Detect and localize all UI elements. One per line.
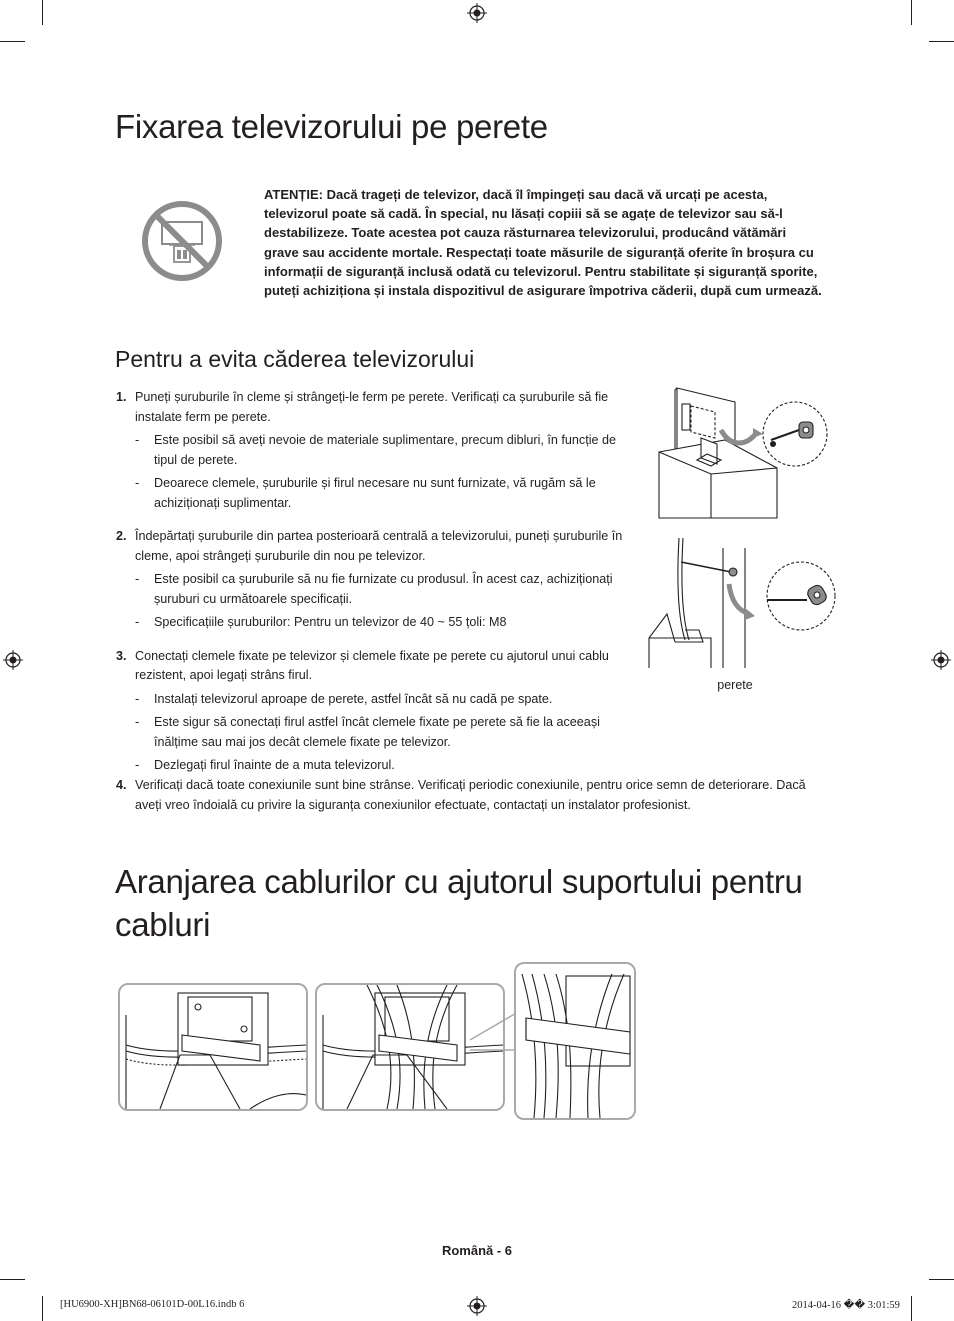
step-number: 1. <box>116 390 127 404</box>
list-item <box>116 527 626 633</box>
note-text: Deoarece clemele, șuruburile și firul necesare nu sunt furnizate, vă rugăm să le achiziționați suplimentar. <box>154 476 596 510</box>
wall-mount-side-illustration <box>645 534 845 670</box>
crop-mark <box>929 1279 954 1280</box>
step-text: Puneți șuruburile în cleme și strângeți-le ferm pe perete. Verificați ca șuruburile să fie instalate ferm pe perete. <box>135 390 609 424</box>
registration-mark-icon <box>3 650 23 670</box>
print-slug-right: 2014-04-16 �� 3:01:59 <box>792 1300 900 1311</box>
crop-mark <box>42 1296 43 1321</box>
cable-holder-panel-1-icon <box>120 985 306 1109</box>
crop-mark <box>42 0 43 25</box>
print-slug-left: [HU6900-XH]BN68-06101D-00L16.indb 6 <box>60 1299 245 1310</box>
section-title: Aranjarea cablurilor cu ajutorul suportului pentru cabluri <box>115 863 803 943</box>
registration-mark-icon <box>467 3 487 23</box>
page-title: Fixarea televizorului pe perete <box>115 108 548 145</box>
step-text: Îndepărtați șuruburile din partea posterioară centrală a televizorului, puneți șuruburile în cleme, apoi strângeți șuruburile din nou pe televizor. <box>135 529 623 563</box>
zoom-connector-lines <box>470 1010 520 1060</box>
figure-caption: perete <box>717 678 753 692</box>
registration-mark-icon <box>931 650 951 670</box>
list-item <box>116 647 626 776</box>
list-item: - Deoarece clemele, șuruburile și firul necesare nu sunt furnizate, vă rugăm să le achiziționați suplimentar. <box>135 476 596 510</box>
crop-mark <box>911 0 912 25</box>
list-item: - Instalați televizorul aproape de perete, astfel încât să nu cadă pe spate. <box>135 691 553 706</box>
subsection-title: Pentru a evita căderea televizorului <box>115 346 475 372</box>
tv-bracket-illustration <box>655 384 845 520</box>
step-number: 2. <box>116 529 127 543</box>
crop-mark <box>0 41 25 42</box>
crop-mark <box>911 1296 912 1321</box>
step-text: Verificați dacă toate conexiunile sunt bine strânse. Verificați periodic conexiunile, pentru orice semn de deteriorare. Dacă aveți vreo îndoială cu privire la siguranța conexiunilor efectuate, contactați un instalator profesionist. <box>135 778 806 812</box>
step-text: Conectați clemele fixate pe televizor și clemele fixate pe perete cu ajutorul unui cablu rezistent, apoi legați strâns firul. <box>135 648 609 682</box>
cable-holder-detail-icon <box>516 964 634 1118</box>
registration-mark-icon <box>467 1296 487 1316</box>
crop-mark <box>0 1279 25 1280</box>
list-item: - Specificațiile șuruburilor: Pentru un televizor de 40 ~ 55 țoli: M8 <box>135 615 507 629</box>
list-item <box>116 388 626 513</box>
note-text: Instalați televizorul aproape de perete, astfel încât să nu cadă pe spate. <box>154 691 553 706</box>
instruction-steps <box>116 388 626 785</box>
cable-holder-step-1-illustration <box>118 983 308 1111</box>
note-text: Dezlegați firul înainte de a muta televizorul. <box>154 758 395 772</box>
list-item: - Este posibil să aveți nevoie de materiale suplimentare, precum dibluri, în funcție de tipul de perete. <box>135 433 617 467</box>
note-text: Este sigur să conectați firul astfel încât clemele fixate pe perete să fie la aceeași înălțime sau mai jos decât clemele fixate pe televizor. <box>154 715 600 749</box>
list-item: - Este sigur să conectați firul astfel încât clemele fixate pe perete să fie la aceeași înălțime sau mai jos decât clemele fixate pe televizor. <box>135 715 600 749</box>
crop-mark <box>929 41 954 42</box>
list-item: - Este posibil ca șuruburile să nu fie furnizate cu produsul. În acest caz, achiziționați șuruburi cu următoarele specificații. <box>135 572 613 606</box>
list-item: - Dezlegați firul înainte de a muta televizorul. <box>135 758 395 772</box>
step-number: 4. <box>116 778 127 792</box>
note-text: Specificațiile șuruburilor: Pentru un televizor de 40 ~ 55 țoli: M8 <box>154 615 507 629</box>
step-number: 3. <box>116 648 127 663</box>
cable-holder-detail-illustration <box>514 962 636 1120</box>
note-text: Este posibil ca șuruburile să nu fie furnizate cu produsul. În acest caz, achiziționați șuruburi cu următoarele specificații. <box>154 572 613 606</box>
list-item <box>116 776 826 815</box>
no-climbing-warning-icon <box>141 200 223 282</box>
note-text: Este posibil să aveți nevoie de materiale suplimentare, precum dibluri, în funcție de tipul de perete. <box>154 433 617 467</box>
page-number: Română - 6 <box>441 1243 513 1258</box>
warning-text: ATENȚIE: Dacă trageți de televizor, dacă îl împingeți sau dacă vă urcați pe acesta, televizorul poate să cadă. În special, nu lăsați copiii să se agațe de televizor sau să-l destabilizeze. Toate acestea pot cauza răsturnarea televizorului, producând vătămări grave sau accidente mortale. Respectați toate măsurile de siguranță oferite în broșura cu informații de siguranță inclusă odată cu televizorul. Pentru stabilitate și siguranță sporite, puteți achiziționa și instala dispozitivul de asigurare împotriva căderii, după cum urmează. <box>264 187 822 299</box>
